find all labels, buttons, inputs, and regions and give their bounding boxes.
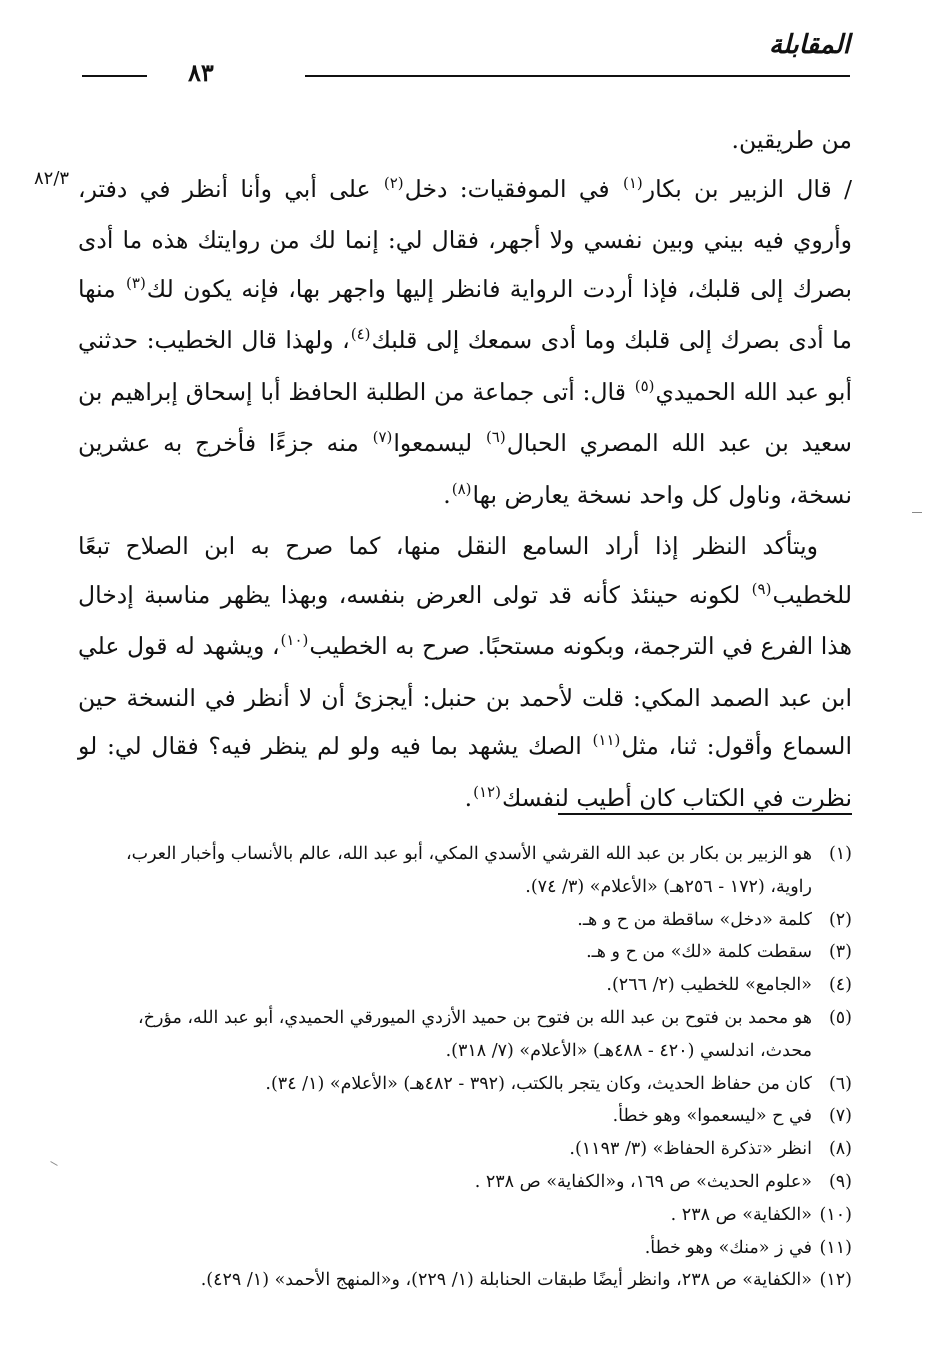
paragraph-3 bbox=[78, 522, 852, 825]
footnote-ref-7: (٧) bbox=[372, 428, 393, 446]
footnote-number: (٣) bbox=[828, 942, 852, 963]
footnote-11 bbox=[82, 1232, 852, 1265]
footnote-text: سقطت كلمة «لك» من ح و هـ. bbox=[586, 942, 812, 963]
text-segment: ، ولهذا قال الخطيب: حدثني أبو عبد الله الحميدي bbox=[78, 326, 852, 406]
footnote-number: (٧) bbox=[828, 1106, 852, 1127]
footnote-ref-9: (٩) bbox=[751, 579, 772, 598]
footnote-ref-11: (١١) bbox=[592, 731, 621, 749]
footnote-number: (٦) bbox=[828, 1073, 852, 1094]
footnote-2 bbox=[82, 904, 852, 937]
footnote-6 bbox=[82, 1068, 852, 1101]
text-segment: على أبي وأنا أنظر في دفتر، وأروي فيه بيني وبين نفسي ولا أجهر، فقال لي: إنما لك من روايتك هذه ما أدى بصرك إلى قلبك، فإذا أردت الرواية فانظر إليها واجهر بها، فإنه يكون لك bbox=[78, 174, 852, 303]
text-segment: ليسمعوا bbox=[393, 429, 485, 457]
text-segment: لكونه حينئذ كأنه قد تولى العرض بنفسه، وبهذا يظهر مناسبة إدخال هذا الفرع في الترجمة، وبكونه مستحبًا. صرح به الخطيب bbox=[78, 580, 852, 660]
header-rule-short bbox=[82, 75, 147, 77]
footnote-text: «الجامع» للخطيب (٢/ ٢٦٦). bbox=[606, 975, 812, 996]
footnote-text: «علوم الحديث» ص ١٦٩، و«الكفاية» ص ٢٣٨ . bbox=[474, 1171, 812, 1192]
text-segment: الصك يشهد بما فيه ولو لم ينظر فيه؟ فقال لي: لو نظرت في الكتاب كان أطيب لنفسك bbox=[78, 732, 852, 812]
footnote-number: (٢) bbox=[828, 909, 852, 930]
margin-page-reference: ٨٢/٣ bbox=[34, 168, 70, 189]
footnote-ref-8: (٨) bbox=[451, 479, 472, 498]
footnote-text: في ح «ليسعموا» وهو خطأ. bbox=[612, 1106, 812, 1127]
footnote-ref-3: (٣) bbox=[126, 273, 146, 292]
footnote-text: «الكفاية» ص ٢٣٨، وانظر أيضًا طبقات الحنابلة (١/ ٢٢٩)، و«المنهج الأحمد» (١/ ٤٢٩). bbox=[200, 1270, 812, 1291]
text-segment: في الموفقيات: دخل bbox=[404, 174, 622, 203]
text-segment: / قال الزبير بن بكار bbox=[643, 174, 852, 203]
footnote-number: (١٢) bbox=[819, 1270, 852, 1291]
footnote-3 bbox=[82, 936, 852, 969]
footnote-4 bbox=[82, 969, 852, 1002]
scan-artifact bbox=[50, 1161, 57, 1166]
paragraph-2 bbox=[78, 165, 852, 523]
footnote-1 bbox=[82, 838, 852, 904]
page-header bbox=[80, 28, 850, 88]
footnote-text: هو محمد بن فتوح بن عبد الله بن فتوح بن حميد الأزدي الميورقي الحميدي، أبو عبد الله، مؤرخ، محدث، اندلسي (٤٢٠ - ٤٨٨هـ) «الأعلام» (٧/ ٣١٨). bbox=[138, 1007, 812, 1061]
footnote-text: «الكفاية» ص ٢٣٨ . bbox=[670, 1204, 812, 1225]
footnote-number: (٥) bbox=[828, 1007, 852, 1028]
footnotes bbox=[82, 838, 852, 1297]
page-number: ٨٣ bbox=[188, 58, 214, 87]
footnote-text: هو الزبير بن بكار بن عبد الله القرشي الأسدي المكي، أبو عبد الله، عالم بالأنساب وأخبار العرب، راوية، (١٧٢ - ٢٥٦هـ) «الأعلام» (٣/ ٧٤). bbox=[126, 844, 812, 897]
footnote-text: كلمة «دخل» ساقطة من ح و هـ. bbox=[577, 909, 812, 930]
footnote-number: (١١) bbox=[819, 1237, 852, 1258]
footnote-ref-12: (١٢) bbox=[473, 782, 501, 801]
footnote-ref-6: (٦) bbox=[485, 428, 506, 446]
footnote-ref-2: (٢) bbox=[383, 173, 404, 192]
footnote-number: (٩) bbox=[828, 1171, 852, 1192]
footnote-number: (٤) bbox=[828, 975, 852, 996]
footnote-9 bbox=[82, 1166, 852, 1199]
footnote-ref-5: (٥) bbox=[634, 376, 655, 395]
text-segment: . bbox=[464, 783, 473, 812]
footnote-ref-4: (٤) bbox=[350, 325, 371, 343]
chapter-title: المقابلة bbox=[768, 30, 850, 60]
footnote-text: كان من حفاظ الحديث، وكان يتجر بالكتب، (٣٩٢ - ٤٨٢هـ) «الأعلام» (١/ ٣٤). bbox=[265, 1073, 812, 1094]
footnote-10 bbox=[82, 1199, 852, 1232]
footnote-7 bbox=[82, 1100, 852, 1133]
text-segment: ويتأكد النظر إذا أراد السامع النقل منها، كما صرح به ابن الصلاح تبعًا للخطيب bbox=[78, 532, 852, 609]
footnote-8 bbox=[82, 1133, 852, 1166]
footnote-text: انظر «تذكرة الحفاظ» (٣/ ١١٩٣). bbox=[569, 1139, 812, 1160]
footnote-ref-1: (١) bbox=[622, 173, 643, 192]
main-text bbox=[78, 116, 852, 825]
footnote-number: (١) bbox=[828, 844, 852, 864]
footnote-ref-10: (١٠) bbox=[280, 631, 309, 649]
footnote-number: (٨) bbox=[828, 1139, 852, 1160]
text-segment: قال: أتى جماعة من الطلبة الحافظ أبا إسحاق إبراهيم بن سعيد بن عبد الله المصري الحبال bbox=[78, 377, 852, 457]
text-segment: منه جزءًا فأخرج به عشرين نسخة، وناول كل واحد نسخة يعارض بها bbox=[78, 429, 852, 509]
footnote-text: في ز «منك» وهو خطأ. bbox=[644, 1237, 812, 1258]
footnote-number: (١٠) bbox=[819, 1204, 852, 1225]
paragraph-1: من طريقين. bbox=[731, 126, 852, 154]
text-segment: . bbox=[443, 480, 451, 509]
scan-artifact bbox=[912, 512, 922, 513]
footnote-12 bbox=[82, 1264, 852, 1297]
footnote-5 bbox=[82, 1002, 852, 1068]
text-segment: ، ويشهد له قول علي ابن عبد الصمد المكي: قلت لأحمد بن حنبل: أيجزئ أن لا أنظر في النسخة حين السماع وأقول: ثنا، مثل bbox=[78, 632, 852, 760]
footnote-separator bbox=[558, 813, 852, 815]
text-segment: منها ما أدى بصرك إلى قلبك وما أدى سمعك إلى قلبك bbox=[78, 274, 852, 354]
header-rule bbox=[305, 75, 850, 77]
